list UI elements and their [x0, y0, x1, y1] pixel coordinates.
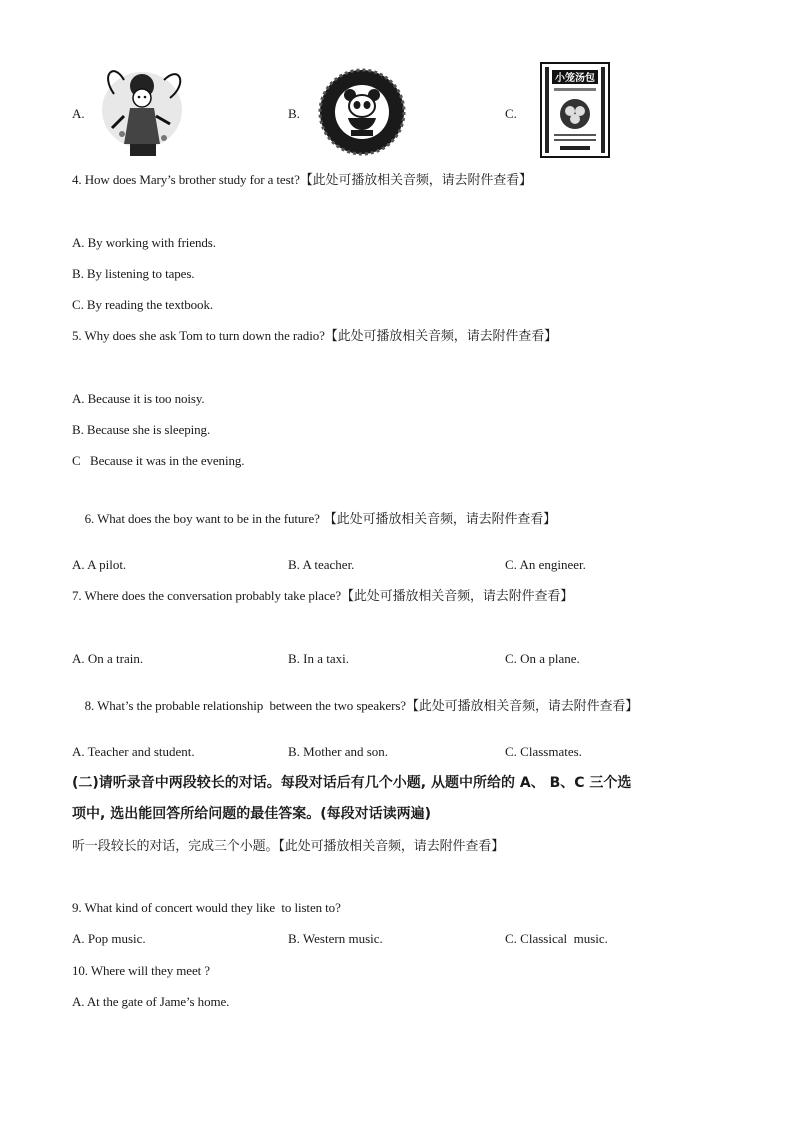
q8-question-text: 8. What’s the probable relationship between the two speakers? — [84, 698, 406, 713]
section2-instruction — [72, 838, 504, 855]
q8-option-a[interactable]: A. Teacher and student. — [72, 744, 195, 759]
audio-link[interactable]: 【此处可播放相关音频，请去附件查看】 — [341, 589, 574, 604]
q7-option-a[interactable]: A. On a train. — [72, 651, 144, 666]
q7-question-text: 7. Where does the conversation probably take place? — [72, 588, 341, 603]
xiaolongbao-poster-image[interactable] — [540, 62, 610, 158]
q3-option-a-letter[interactable]: A. — [72, 106, 85, 121]
peking-opera-figure-image[interactable] — [94, 64, 186, 160]
q4-question-text: 4. How does Mary’s brother study for a test? — [72, 172, 300, 187]
poster-title-text: 小笼汤包 — [555, 73, 595, 84]
q6-option-c[interactable]: C. An engineer. — [505, 557, 586, 572]
q4-question — [72, 172, 532, 189]
q7-option-b[interactable]: B. In a taxi. — [288, 651, 350, 666]
q6-question-text: 6. What does the boy want to be in the future? — [84, 511, 320, 526]
paper-cut-panda-image[interactable] — [318, 68, 406, 156]
q9-option-a[interactable]: A. Pop music. — [72, 931, 146, 946]
audio-link[interactable]: 【此处可播放相关音频，请去附件查看】 — [319, 512, 557, 527]
q4-option-b[interactable]: B. By listening to tapes. — [72, 266, 195, 281]
audio-link[interactable]: 【此处可播放相关音频，请去附件查看】 — [278, 839, 505, 854]
q5-question — [72, 328, 557, 345]
audio-link[interactable]: 【此处可播放相关音频，请去附件查看】 — [299, 173, 532, 188]
q9-question: 9. What kind of concert would they like to listen to? — [72, 900, 341, 915]
q5-option-b[interactable]: B. Because she is sleeping. — [72, 422, 211, 437]
q10-option-a[interactable]: A. At the gate of Jame’s home. — [72, 994, 230, 1009]
audio-link[interactable]: 【此处可播放相关音频，请去附件查看】 — [405, 699, 639, 714]
q7-option-c[interactable]: C. On a plane. — [505, 651, 580, 666]
section2-heading-line2: 项中, 选出能回答所给问题的最佳答案。(每段对话读两遍) — [72, 806, 431, 822]
audio-link[interactable]: 【此处可播放相关音频，请去附件查看】 — [324, 329, 557, 344]
q9-option-c[interactable]: C. Classical music. — [505, 931, 608, 946]
q10-question: 10. Where will they meet ? — [72, 963, 210, 978]
q8-option-b[interactable]: B. Mother and son. — [288, 744, 389, 759]
q6-option-a[interactable]: A. A pilot. — [72, 557, 127, 572]
q9-option-b[interactable]: B. Western music. — [288, 931, 383, 946]
section2-heading-line1: (二)请听录音中两段较长的对话。每段对话后有几个小题, 从题中所给的 A、 B、C 三个选 — [72, 775, 632, 791]
q6-option-b[interactable]: B. A teacher. — [288, 557, 355, 572]
q3-option-c-letter[interactable]: C. — [505, 106, 517, 121]
q8-question — [72, 682, 638, 731]
q5-option-a[interactable]: A. Because it is too noisy. — [72, 391, 205, 406]
q4-option-a[interactable]: A. By working with friends. — [72, 235, 216, 250]
q5-question-text: 5. Why does she ask Tom to turn down the radio? — [72, 328, 325, 343]
q4-option-c[interactable]: C. By reading the textbook. — [72, 297, 213, 312]
q3-option-b-letter[interactable]: B. — [288, 106, 300, 121]
q7-question — [72, 588, 573, 605]
section2-instruction-text: 听一段较长的对话，完成三个小题。 — [72, 839, 279, 854]
q6-question — [72, 495, 556, 544]
q8-option-c[interactable]: C. Classmates. — [505, 744, 582, 759]
q5-option-c[interactable]: C Because it was in the evening. — [72, 453, 245, 468]
